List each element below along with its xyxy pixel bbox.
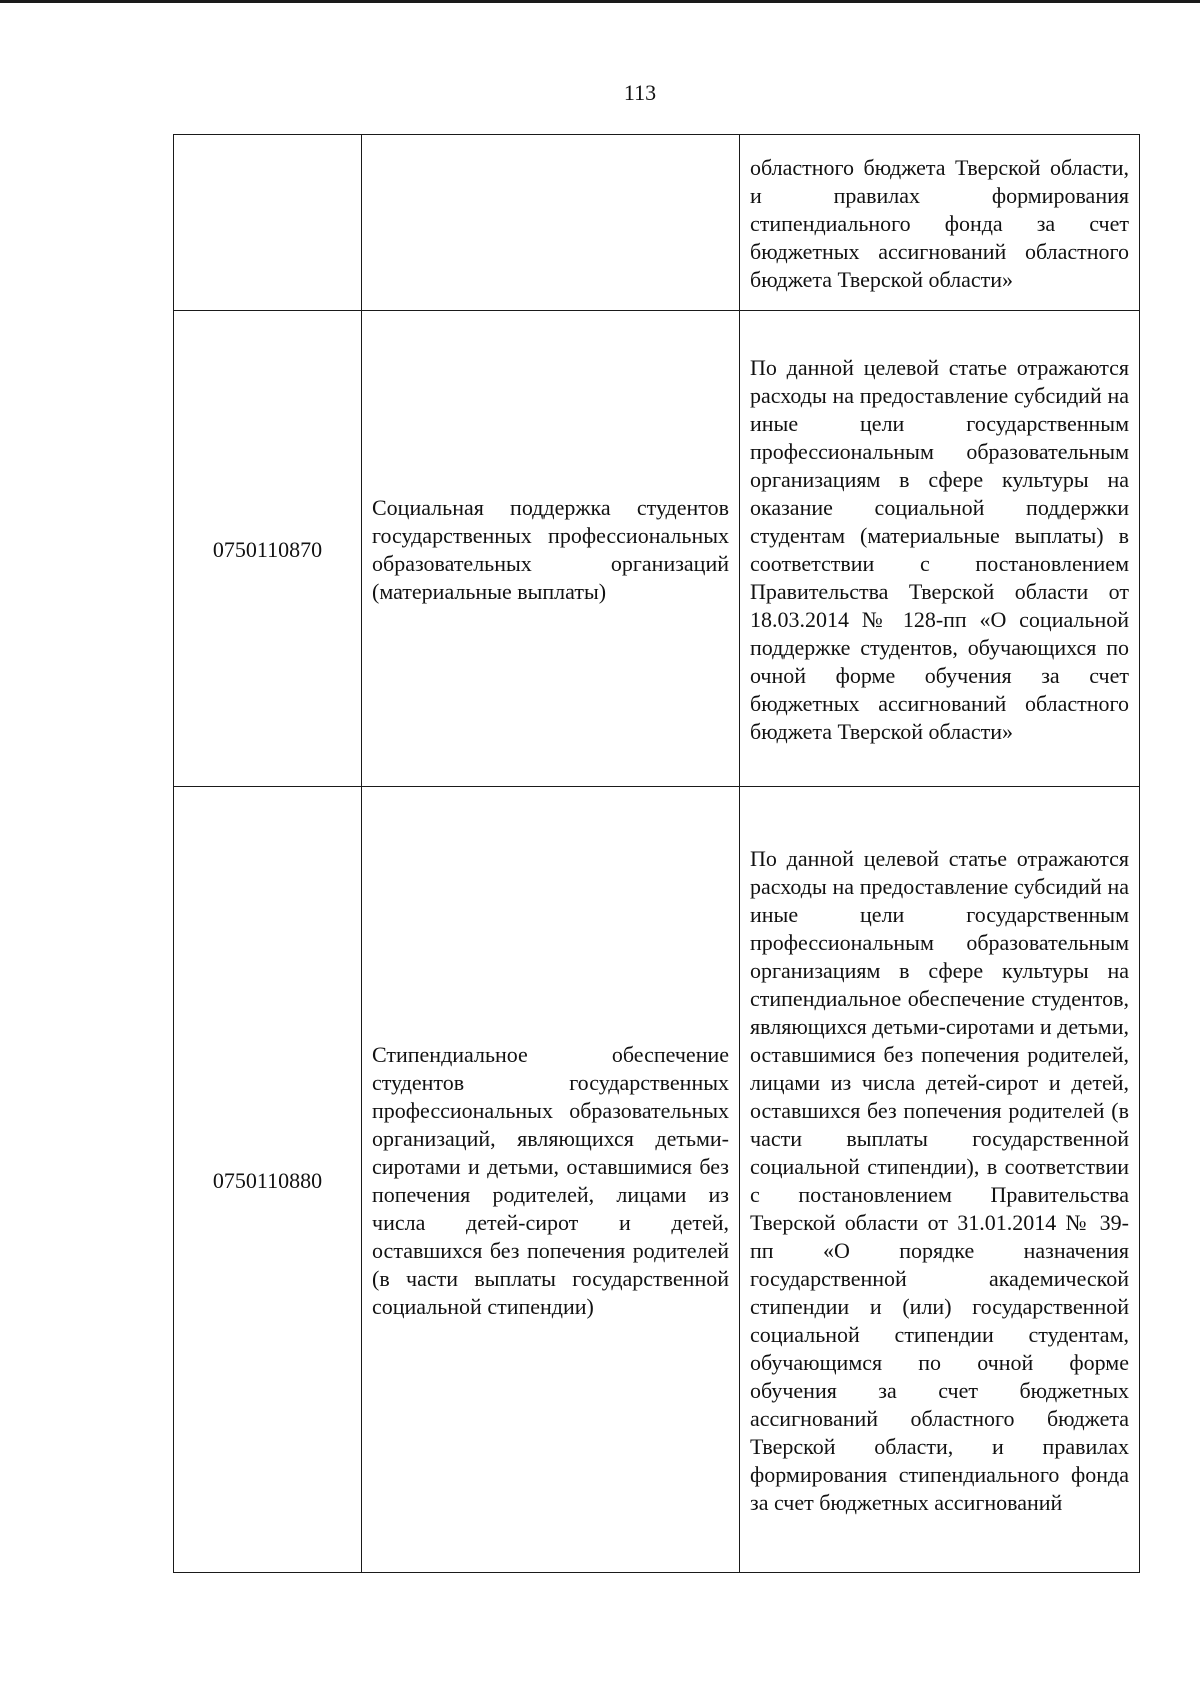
row-description: По данной целевой статье отражаются расходы на предоставление субсидий на иные цели государственным профессиональным образовательным организациям в сфере культуры на оказание социальной поддержки студентам (материальные выплаты) в соответствии с постановлением Правительства Тверской области от 18.03.2014 № 128-пп «О социальной поддержке студентов, обучающихся по очной форме обучения за счет бюджетных ассигнований областного бюджета Тверской области»: [740, 311, 1140, 787]
row-code: 0750110870: [174, 311, 362, 787]
table-row: [174, 135, 1140, 311]
budget-classification-table: [173, 134, 1140, 1573]
table-row: [174, 787, 1140, 1573]
row-code: [174, 135, 362, 311]
row-description: По данной целевой статье отражаются расходы на предоставление субсидий на иные цели государственным профессиональным образовательным организациям в сфере культуры на стипендиальное обеспечение студентов, являющихся детьми-сиротами и детьми, оставшимися без попечения родителей, лицами из числа детей-сирот и детей, оставшихся без попечения родителей (в части выплаты государственной социальной стипендии), в соответствии с постановлением Правительства Тверской области от 31.01.2014 № 39-пп «О порядке назначения государственной академической стипендии и (или) государственной социальной стипендии студентам, обучающимся по очной форме обучения за счет бюджетных ассигнований областного бюджета Тверской области, и правилах формирования стипендиального фонда за счет бюджетных ассигнований: [740, 787, 1140, 1573]
top-border-line: [0, 0, 1200, 3]
row-code: 0750110880: [174, 787, 362, 1573]
page-number: 113: [623, 80, 657, 105]
row-name: Социальная поддержка студентов государственных профессиональных образовательных организаций (материальные выплаты): [362, 311, 740, 787]
row-name: [362, 135, 740, 311]
table-row: [174, 311, 1140, 787]
row-name: Стипендиальное обеспечение студентов государственных профессиональных образовательных организаций, являющихся детьми-сиротами и детьми, оставшимися без попечения родителей, лицами из числа детей-сирот и детей, оставшихся без попечения родителей (в части выплаты государственной социальной стипендии): [362, 787, 740, 1573]
row-description: областного бюджета Тверской области, и правилах формирования стипендиального фонда за счет бюджетных ассигнований областного бюджета Тверской области»: [740, 135, 1140, 311]
